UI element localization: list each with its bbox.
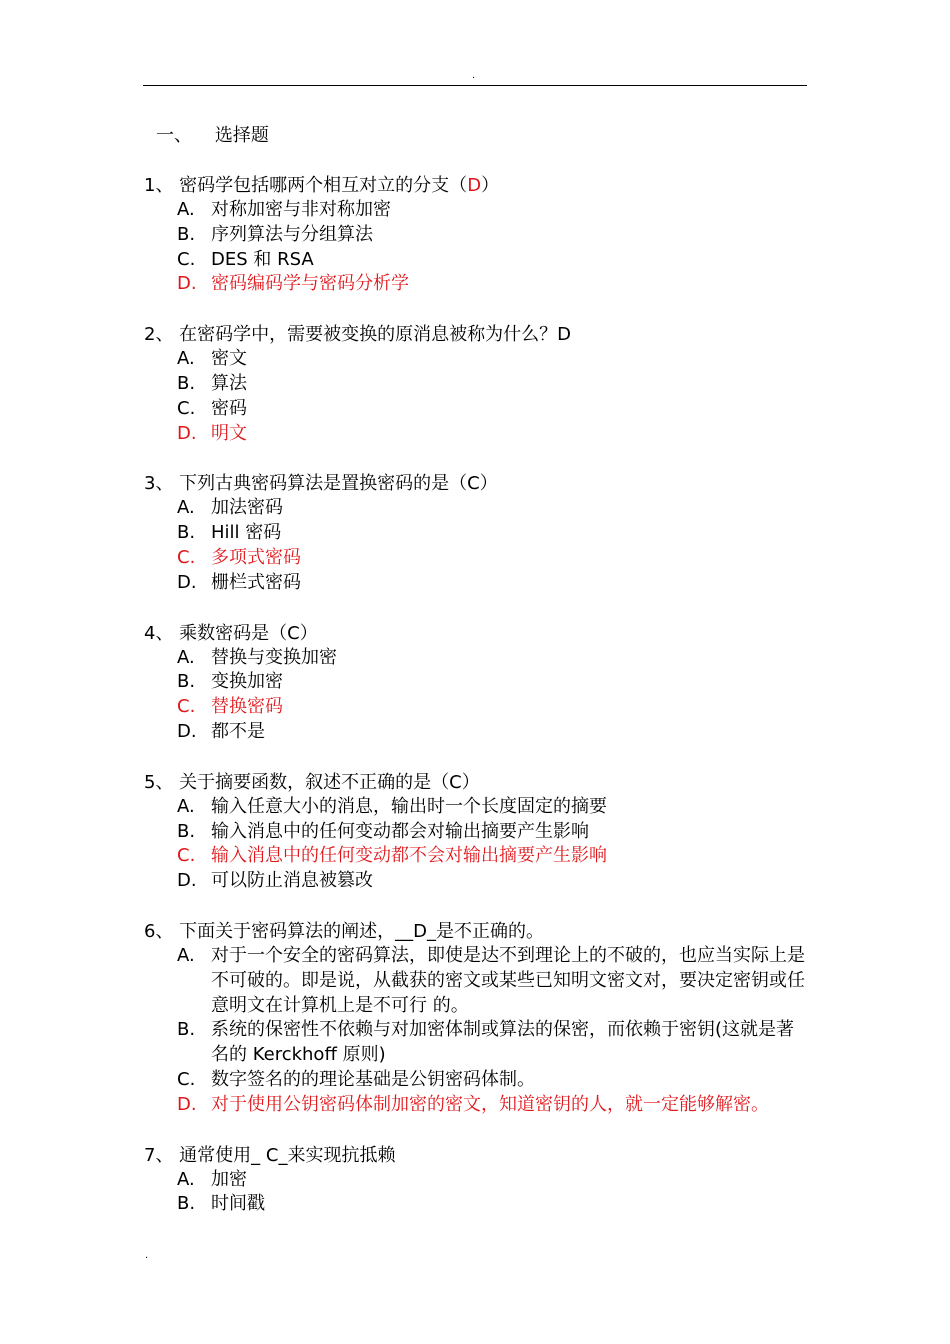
option-letter: C. xyxy=(177,696,196,718)
option-d xyxy=(144,720,814,745)
option-letter: A. xyxy=(177,646,195,668)
option-b xyxy=(144,223,814,248)
option-letter: B. xyxy=(177,671,196,693)
option-text: 密码 xyxy=(211,397,247,419)
option-letter: B. xyxy=(177,522,196,544)
option-letter: D. xyxy=(177,571,197,593)
option-text: 对于使用公钥密码体制加密的密文，知道密钥的人，就一定能够解密。 xyxy=(211,1093,769,1115)
option-text: 算法 xyxy=(211,372,247,394)
question-stem: 6、 下面关于密码算法的阐述，__D_是不正确的。 xyxy=(144,920,545,942)
option-b xyxy=(144,820,814,845)
option-text: 替换与变换加密 xyxy=(211,646,337,668)
option-letter: A. xyxy=(177,1168,195,1190)
option-text: 变换加密 xyxy=(211,671,283,693)
option-text: 密码编码学与密码分析学 xyxy=(211,273,409,295)
option-text: 对称加密与非对称加密 xyxy=(211,199,391,220)
section-title: 一、 选择题 xyxy=(156,125,269,146)
option-letter: C. xyxy=(177,546,196,568)
option-text: 输入消息中的任何变动都会对输出摘要产生影响 xyxy=(211,820,589,842)
option-d xyxy=(144,869,814,894)
question-stem: 7、 通常使用_ C_来实现抗抵赖 xyxy=(144,1144,396,1166)
header-rule xyxy=(143,85,807,86)
option-letter: C. xyxy=(177,1068,196,1090)
question-3 xyxy=(144,471,814,595)
option-letter: A. xyxy=(177,795,195,817)
option-text: Hill 密码 xyxy=(211,522,282,544)
option-letter: D. xyxy=(177,1093,197,1115)
option-b xyxy=(144,1018,814,1068)
option-a xyxy=(144,198,814,223)
option-text: 输入任意大小的消息，输出时一个长度固定的摘要 xyxy=(211,795,607,817)
option-text: 时间戳 xyxy=(211,1193,265,1215)
option-letter: A. xyxy=(177,944,195,966)
option-text: 加密 xyxy=(211,1168,247,1190)
option-text: 明文 xyxy=(211,422,247,444)
option-letter: B. xyxy=(177,820,196,842)
option-c xyxy=(144,248,814,273)
option-c-correct xyxy=(144,695,814,720)
answer-letter: D xyxy=(467,175,482,196)
option-text: 对于一个安全的密码算法，即使是达不到理论上的不破的，也应当实际上是不可破的。即是说，从截获的密文或某些已知明文密文对，要决定密钥或任意明文在计算机上是不可行 的。 xyxy=(211,944,805,1016)
option-letter: C. xyxy=(177,845,196,867)
option-text: 密文 xyxy=(211,348,247,370)
question-stem: 4、 乘数密码是（C） xyxy=(144,622,318,644)
question-6 xyxy=(144,919,814,1118)
option-b xyxy=(144,670,814,695)
option-letter: A. xyxy=(177,497,195,519)
option-text: 输入消息中的任何变动都不会对输出摘要产生影响 xyxy=(211,845,607,867)
question-stem: 2、 在密码学中，需要被变换的原消息被称为什么？D xyxy=(144,324,572,346)
option-letter: D. xyxy=(177,720,197,742)
option-c-correct xyxy=(144,844,814,869)
question-stem: 1、 密码学包括哪两个相互对立的分支（D） xyxy=(144,175,500,196)
option-letter: B. xyxy=(177,1193,196,1215)
option-text: 替换密码 xyxy=(211,696,283,718)
option-a xyxy=(144,496,814,521)
option-b xyxy=(144,521,814,546)
option-a xyxy=(144,795,814,820)
option-c xyxy=(144,397,814,422)
option-text: 序列算法与分组算法 xyxy=(211,223,373,245)
option-d-correct xyxy=(144,272,814,297)
option-text: DES 和 RSA xyxy=(211,248,314,270)
option-b xyxy=(144,372,814,397)
option-text: 数字签名的的理论基础是公钥密码体制。 xyxy=(211,1068,535,1090)
option-a xyxy=(144,646,814,671)
header-mark: . xyxy=(472,70,476,81)
question-7 xyxy=(144,1143,814,1218)
option-letter: B. xyxy=(177,1019,196,1041)
option-text: 都不是 xyxy=(211,720,265,742)
option-text: 多项式密码 xyxy=(211,546,301,568)
option-a xyxy=(144,1168,814,1193)
question-stem: 3、 下列古典密码算法是置换密码的是（C） xyxy=(144,473,498,495)
option-b xyxy=(144,1192,814,1217)
question-list xyxy=(144,173,814,1242)
option-letter: A. xyxy=(177,199,195,220)
option-text: 加法密码 xyxy=(211,497,283,519)
option-letter: D. xyxy=(177,870,197,892)
option-a xyxy=(144,347,814,372)
option-letter: C. xyxy=(177,397,196,419)
option-letter: D. xyxy=(177,422,197,444)
footer-mark: . xyxy=(145,1250,149,1261)
option-a xyxy=(144,944,814,1018)
option-letter: C. xyxy=(177,248,196,270)
option-c-correct xyxy=(144,546,814,571)
option-letter: A. xyxy=(177,348,195,370)
question-1 xyxy=(144,173,814,297)
option-c xyxy=(144,1068,814,1093)
option-letter: D. xyxy=(177,273,197,295)
option-d-correct xyxy=(144,1093,814,1118)
option-text: 可以防止消息被篡改 xyxy=(211,870,373,892)
option-text: 系统的保密性不依赖与对加密体制或算法的保密，而依赖于密钥(这就是著名的 Kerckhoff 原则) xyxy=(211,1019,795,1066)
option-d-correct xyxy=(144,422,814,447)
question-4 xyxy=(144,621,814,745)
option-letter: B. xyxy=(177,372,196,394)
question-2 xyxy=(144,322,814,446)
question-stem: 5、 关于摘要函数，叙述不正确的是（C） xyxy=(144,771,480,793)
option-text: 栅栏式密码 xyxy=(211,571,301,593)
question-5 xyxy=(144,770,814,894)
option-letter: B. xyxy=(177,223,196,245)
option-d xyxy=(144,571,814,596)
